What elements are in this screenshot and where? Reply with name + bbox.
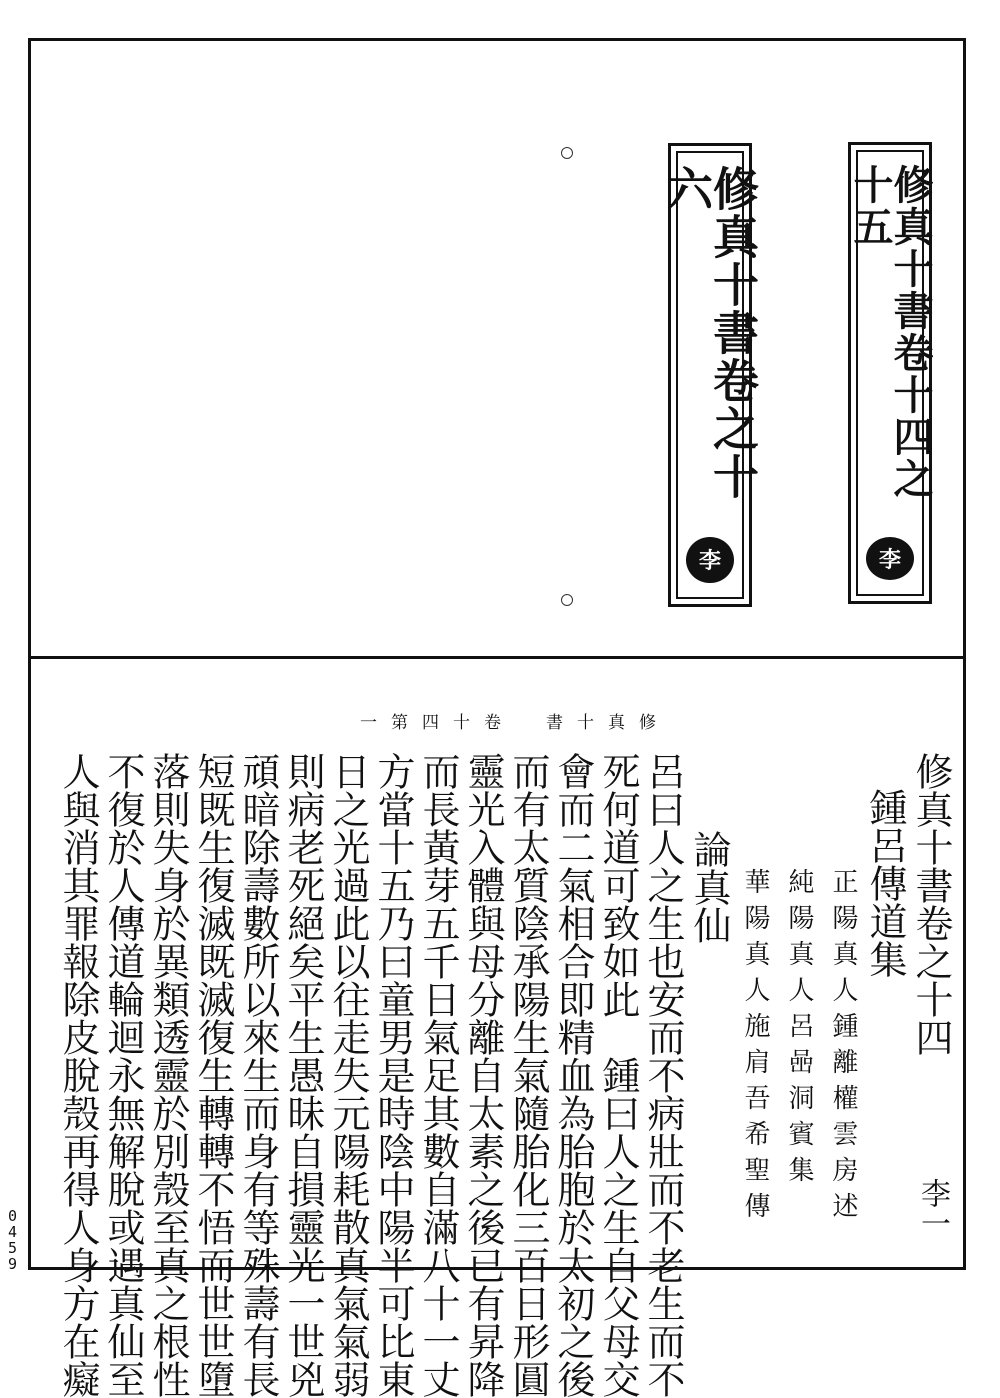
cover-label-title: 修真十書卷之十六	[660, 165, 760, 501]
binding-hole-bottom	[561, 594, 573, 606]
body-column: 而有太質陰承陽生氣隨胎化三百日形圓	[506, 752, 550, 1398]
body-column: 短既生復滅既滅復生轉轉不悟而世世墮	[191, 752, 235, 1398]
body-column: 而長黃芽五千日氣足其數自滿八十一丈	[416, 752, 460, 1398]
body-column: 靈光入體與母分離自太素之後已有昇降	[461, 752, 505, 1398]
page-number: 0459	[8, 1207, 18, 1273]
seal-mark: 李	[686, 537, 734, 583]
body-column: 日之光過此以往走失元陽耗散真氣氣弱	[326, 752, 370, 1398]
author-line: 華陽真人施肩吾希聖傳	[740, 868, 770, 1228]
leaf-mark: 李一	[915, 1178, 950, 1238]
body-column: 頑暗除壽數所以來生而身有等殊壽有長	[236, 752, 280, 1398]
body-column: 呂曰人之生也安而不病壯而不老生而不	[641, 752, 685, 1398]
body-column: 會而二氣相合即精血為胎胞於太初之後	[551, 752, 595, 1398]
body-column: 死何道可致如此 鍾曰人之生自父母交	[596, 752, 640, 1398]
page-divider	[28, 656, 966, 659]
author-line: 正陽真人鍾離權雲房述	[828, 868, 858, 1228]
cover-label-title: 修真十書卷十四之十五	[847, 164, 934, 500]
binding-hole-top	[561, 147, 573, 159]
body-column: 不復於人傳道輪迴永無解脫或遇真仙至	[101, 752, 145, 1398]
running-head: 一第四十卷 書十真修	[360, 713, 670, 733]
body-column: 則病老死絕矣平生愚昧自損靈光一世兇	[281, 752, 325, 1398]
seal-mark: 李	[866, 537, 914, 580]
collection-title: 鍾呂傳道集	[863, 788, 907, 978]
body-column: 落則失身於異類透靈於別殼至真之根性	[146, 752, 190, 1398]
section-title: 論真仙	[687, 830, 731, 944]
book-title: 修真十書卷之十四	[909, 752, 953, 1056]
cover-label-right	[848, 142, 932, 604]
body-column: 方當十五乃曰童男是時陰中陽半可比東	[371, 752, 415, 1398]
cover-label-left	[660, 143, 760, 607]
body-column: 人與消其罪報除皮脫殼再得人身方在癡	[56, 752, 100, 1398]
author-line: 純陽真人呂喦洞賓集	[784, 868, 814, 1192]
